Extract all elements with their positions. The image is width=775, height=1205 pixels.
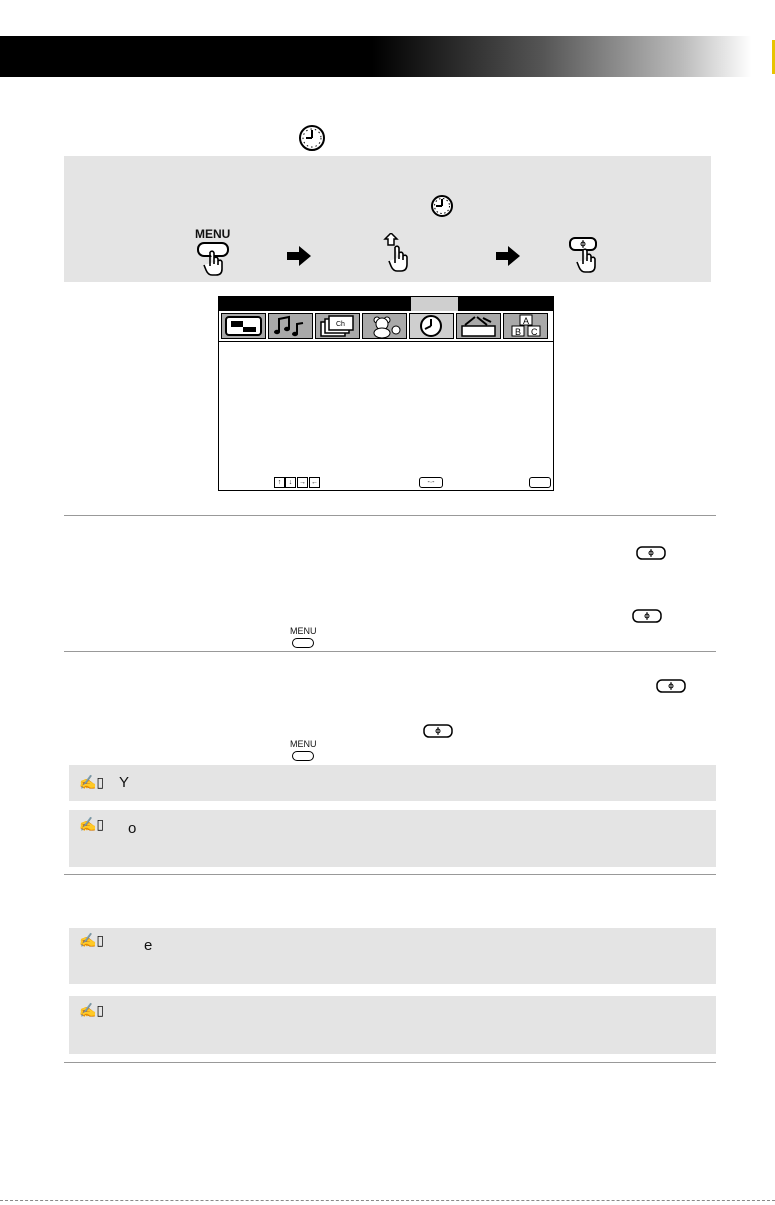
arrow-right-icon <box>496 246 520 271</box>
section-divider <box>64 651 716 652</box>
toolbox-icon <box>457 314 500 338</box>
menu-button-press-icon <box>196 242 230 281</box>
section-divider <box>64 874 716 875</box>
svg-text:C: C <box>531 327 538 337</box>
header-bar <box>0 36 775 77</box>
svg-text:Ch: Ch <box>336 321 345 328</box>
note-box <box>69 928 716 984</box>
down-arrow-icon: ↓ <box>285 477 296 488</box>
tab-timer[interactable] <box>409 313 454 339</box>
abc-blocks-icon <box>504 314 547 338</box>
menu-key-label: MENU <box>290 739 317 749</box>
osd-title-bar-selected <box>411 297 458 311</box>
svg-text:B: B <box>515 327 522 337</box>
memo-pencil-icon: ✍▯ <box>79 1002 105 1018</box>
osd-menu-screen <box>218 296 554 491</box>
tab-language[interactable] <box>503 313 548 339</box>
picture-icon <box>222 314 265 338</box>
menu-key-label: MENU <box>290 626 317 636</box>
osd-divider <box>219 341 553 342</box>
joystick-button-icon <box>636 545 666 566</box>
left-arrow-icon: ← <box>311 479 318 486</box>
tab-sound[interactable] <box>268 313 313 339</box>
up-arrow-icon: ↑ <box>274 477 285 488</box>
menu-button-label: MENU <box>195 227 231 241</box>
joystick-ok-icon: -·- <box>419 477 443 488</box>
arrow-right-icon <box>287 246 311 271</box>
tab-channel[interactable] <box>315 313 360 339</box>
section-divider <box>64 515 716 516</box>
note-text: o <box>128 820 137 837</box>
menu-key-icon <box>529 477 551 488</box>
joystick-button-icon <box>423 723 453 744</box>
section-divider <box>64 1062 716 1063</box>
clock-icon <box>410 314 453 338</box>
joystick-press-icon <box>568 237 602 278</box>
menu-key-icon <box>292 638 314 648</box>
joystick-button-icon <box>656 678 686 699</box>
note-box <box>69 996 716 1054</box>
channel-icon <box>316 314 359 338</box>
tab-setup[interactable] <box>456 313 501 339</box>
clock-icon <box>298 124 326 157</box>
page-cut-line <box>0 1200 775 1201</box>
joystick-button-icon <box>632 608 662 629</box>
teddy-bear-icon <box>363 314 406 338</box>
note-text: e <box>144 937 153 954</box>
memo-pencil-icon: ✍▯ <box>79 816 105 832</box>
note-box <box>69 765 716 801</box>
menu-key-icon <box>292 751 314 761</box>
clock-icon <box>430 194 454 223</box>
note-text: Y <box>119 774 130 791</box>
joystick-move-icon <box>383 233 413 278</box>
tab-picture[interactable] <box>221 313 266 339</box>
svg-text:A: A <box>523 316 530 326</box>
tab-kids[interactable] <box>362 313 407 339</box>
right-arrow-icon: → <box>299 479 306 486</box>
memo-pencil-icon: ✍▯ <box>79 932 105 948</box>
note-box <box>69 810 716 867</box>
memo-pencil-icon: ✍▯ <box>79 774 105 790</box>
music-notes-icon <box>269 314 312 338</box>
osd-title-bar <box>219 297 553 311</box>
